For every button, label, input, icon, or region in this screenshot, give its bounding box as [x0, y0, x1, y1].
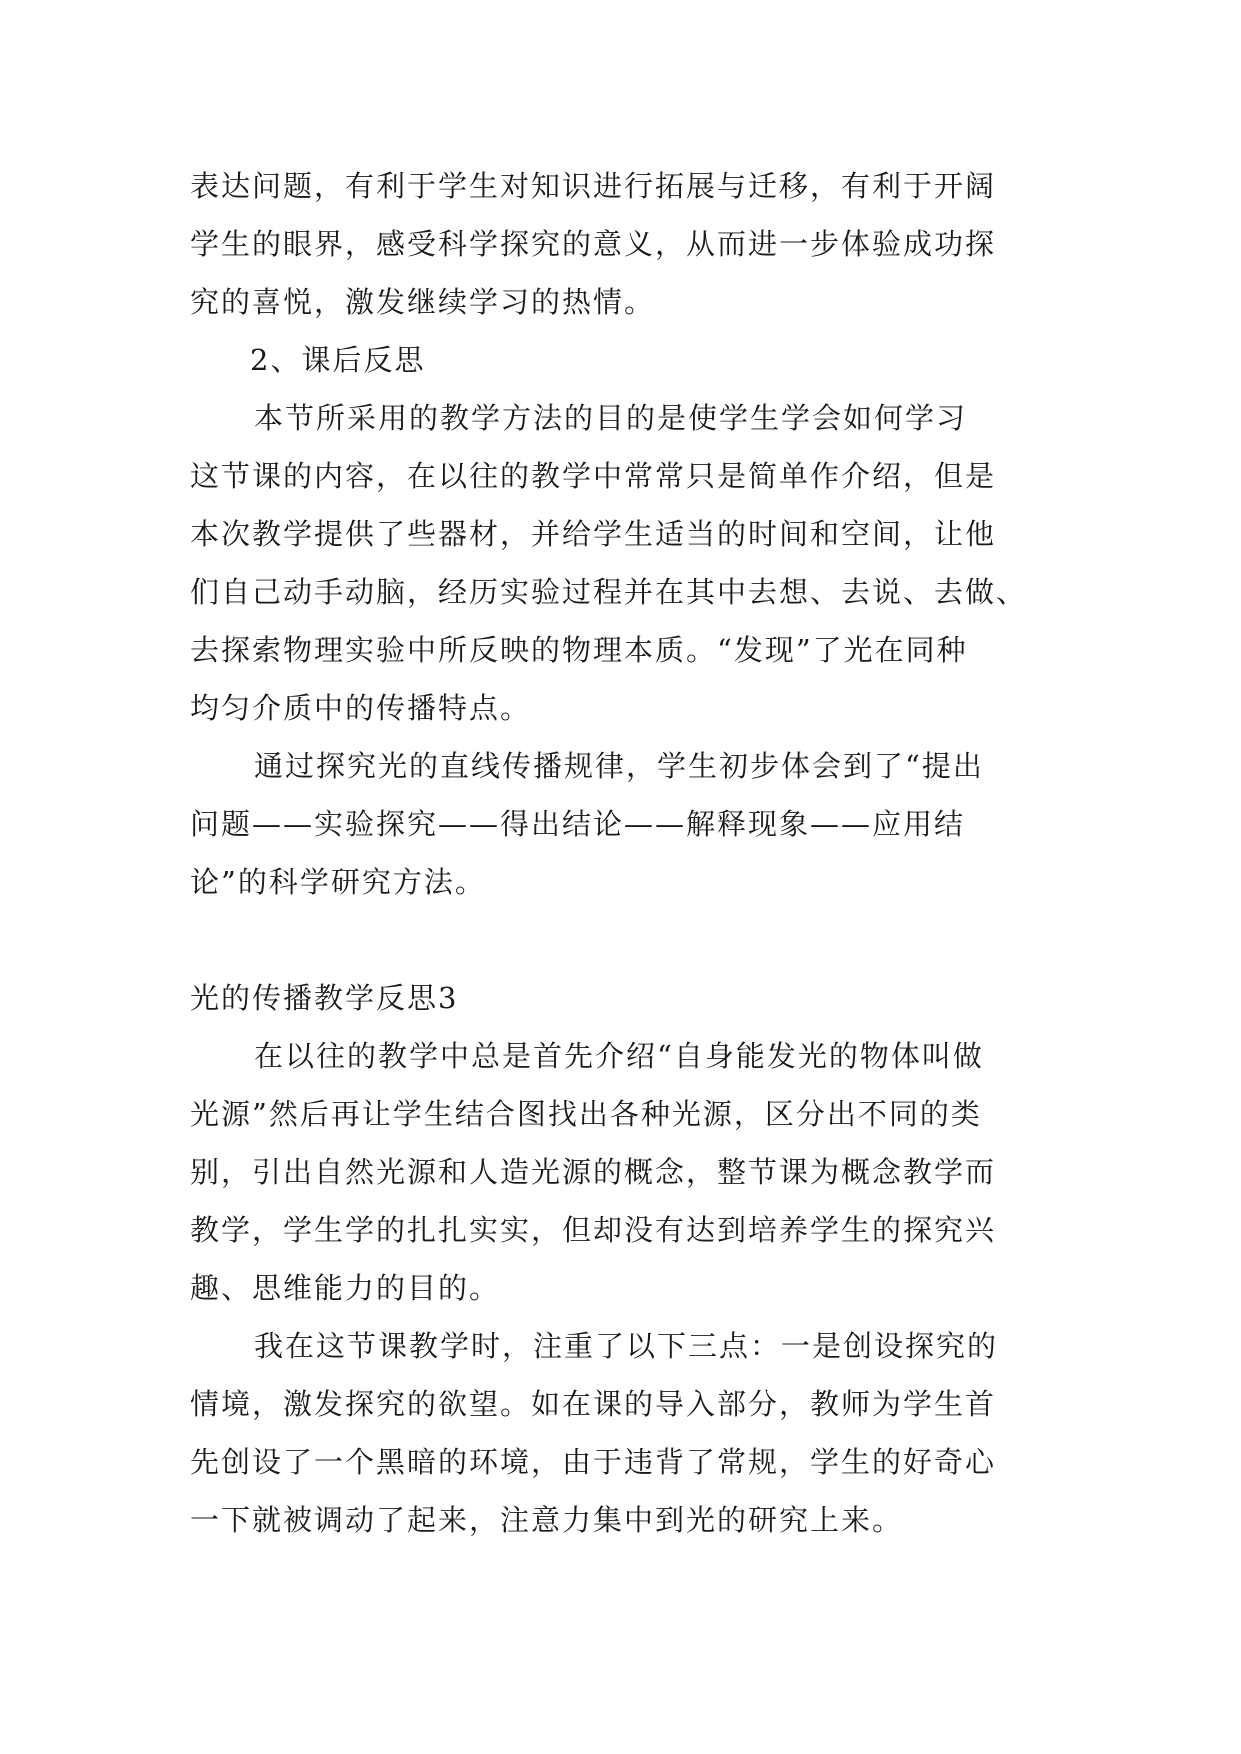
- paragraph-line: 本次教学提供了些器材，并给学生适当的时间和空间，让他: [190, 517, 997, 551]
- paragraph-line: 趣、思维能力的目的。: [190, 1271, 501, 1305]
- paragraph-line: 别，引出自然光源和人造光源的概念，整节课为概念教学而: [190, 1155, 997, 1189]
- paragraph-line: 学生的眼界，感受科学探究的意义，从而进一步体验成功探: [190, 227, 997, 261]
- paragraph-line: 们自己动手动脑，经历实验过程并在其中去想、去说、去做、: [190, 575, 1028, 609]
- paragraph-line: 这节课的内容，在以往的教学中常常只是简单作介绍，但是: [190, 459, 997, 493]
- paragraph-line: 问题——实验探究——得出结论——解释现象——应用结: [190, 807, 966, 841]
- paragraph-line: 本节所采用的教学方法的目的是使学生学会如何学习: [254, 401, 968, 435]
- section-title: 光的传播教学反思3: [190, 981, 459, 1015]
- paragraph-line: 情境，激发探究的欲望。如在课的导入部分，教师为学生首: [190, 1387, 997, 1421]
- paragraph-line: 先创设了一个黑暗的环境，由于违背了常规，学生的好奇心: [190, 1445, 997, 1479]
- paragraph-line: 究的喜悦，激发继续学习的热情。: [190, 285, 656, 319]
- paragraph-line: 论”的科学研究方法。: [190, 865, 486, 899]
- paragraph-line: 我在这节课教学时，注重了以下三点：一是创设探究的: [254, 1329, 999, 1363]
- paragraph-line: 在以往的教学中总是首先介绍“自身能发光的物体叫做: [254, 1039, 984, 1073]
- paragraph-line: 光源”然后再让学生结合图找出各种光源，区分出不同的类: [190, 1097, 982, 1131]
- paragraph-line: 通过探究光的直线传播规律，学生初步体会到了“提出: [254, 749, 984, 783]
- paragraph-line: 去探索物理实验中所反映的物理本质。“发现”了光在同种: [190, 633, 968, 667]
- paragraph-line: 表达问题，有利于学生对知识进行拓展与迁移，有利于开阔: [190, 169, 997, 203]
- section-heading: 2、课后反思: [250, 343, 426, 377]
- paragraph-line: 教学，学生学的扎扎实实，但却没有达到培养学生的探究兴: [190, 1213, 997, 1247]
- paragraph-line: 一下就被调动了起来，注意力集中到光的研究上来。: [190, 1503, 904, 1537]
- paragraph-line: 均匀介质中的传播特点。: [190, 691, 532, 725]
